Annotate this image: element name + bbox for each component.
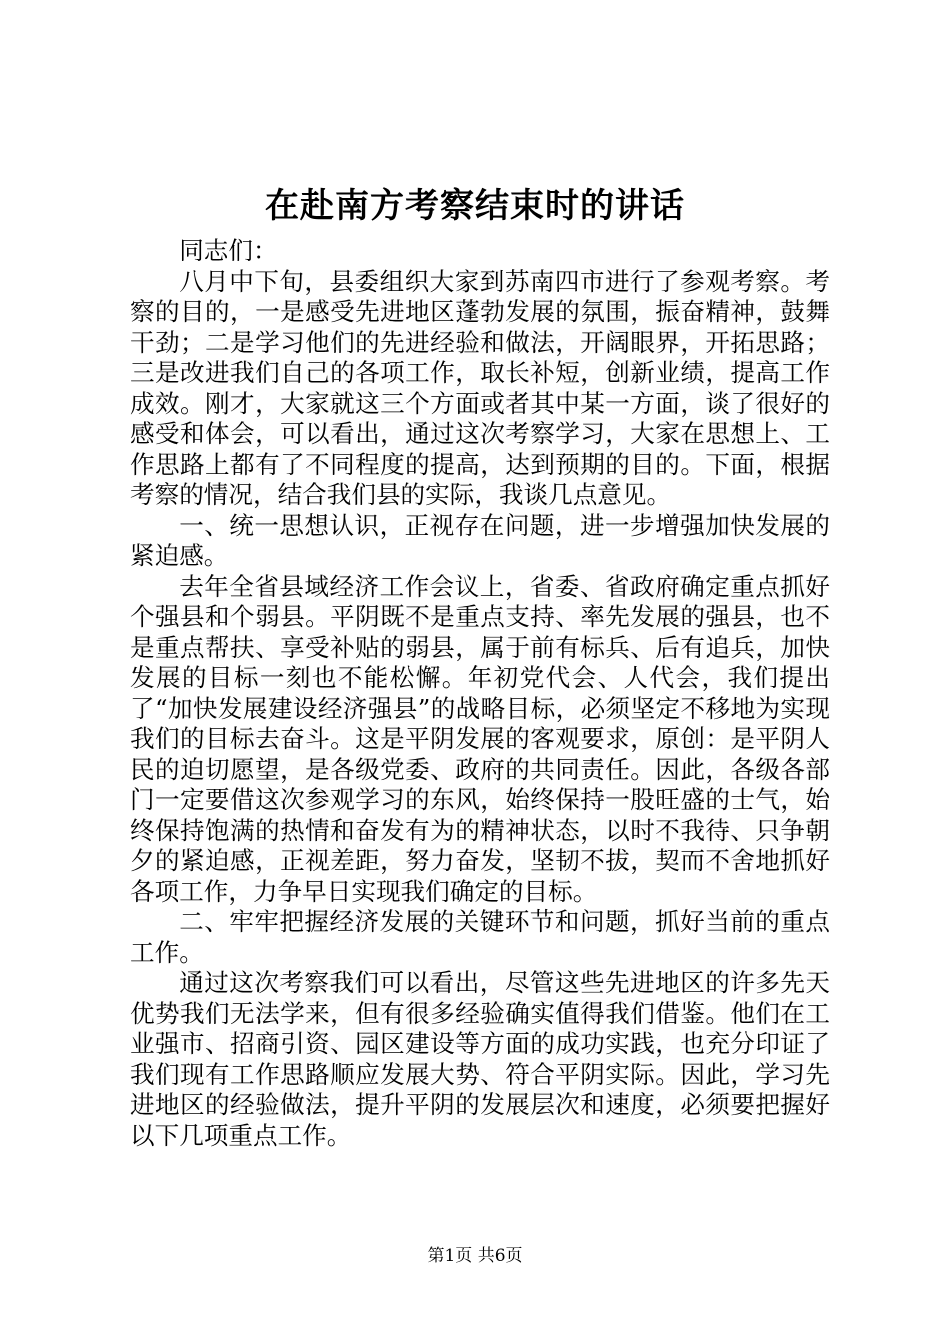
salutation-paragraph: 同志们： — [179, 236, 278, 265]
intro-paragraph: 八月中下旬，县委组织大家到苏南四市进行了参观考察。考察的目的，一是感受先进地区蓬勃发展的氛围，振奋精神，鼓舞干劲；二是学习他们的先进经验和做法，开阔眼界，开拓思路；三是改进我们自己的各项工作，取长补短，创新业绩，提高工作成效。刚才，大家就这三个方面或者其中某一方面，谈了很好的感受和体会，可以看出，通过这次考察学习，大家在思想上、工作思路上都有了不同程度的提高，达到预期的目的。下面，根据考察的情况，结合我们县的实际，我谈几点意见。 — [130, 266, 830, 509]
document-title: 在赴南方考察结束时的讲话 — [265, 186, 685, 226]
section-2-paragraph: 通过这次考察我们可以看出，尽管这些先进地区的许多先天优势我们无法学来，但有很多经验确实值得我们借鉴。他们在工业强市、招商引资、园区建设等方面的成功实践，也充分印证了我们现有工作思路顺应发展大势、符合平阴实际。因此，学习先进地区的经验做法，提升平阴的发展层次和速度，必须要把握好以下几项重点工作。 — [130, 968, 830, 1150]
section-heading-2: 二、牢牢把握经济发展的关键环节和问题，抓好当前的重点工作。 — [130, 907, 830, 967]
document-body — [130, 236, 830, 1151]
page-footer: 第1页 共6页 — [427, 1246, 523, 1266]
section-heading-1: 一、统一思想认识，正视存在问题，进一步增强加快发展的紧迫感。 — [130, 510, 830, 570]
section-1-paragraph: 去年全省县域经济工作会议上，省委、省政府确定重点抓好个强县和个弱县。平阴既不是重点支持、率先发展的强县，也不是重点帮扶、享受补贴的弱县，属于前有标兵、后有追兵，加快发展的目标一刻也不能松懈。年初党代会、人代会，我们提出了“加快发展建设经济强县”的战略目标，必须坚定不移地为实现我们的目标去奋斗。这是平阴发展的客观要求，原创：是平阴人民的迫切愿望，是各级党委、政府的共同责任。因此，各级各部门一定要借这次参观学习的东风，始终保持一股旺盛的士气，始终保持饱满的热情和奋发有为的精神状态，以时不我待、只争朝夕的紧迫感，正视差距，努力奋发，坚韧不拔，契而不舍地抓好各项工作，力争早日实现我们确定的目标。 — [130, 571, 830, 906]
